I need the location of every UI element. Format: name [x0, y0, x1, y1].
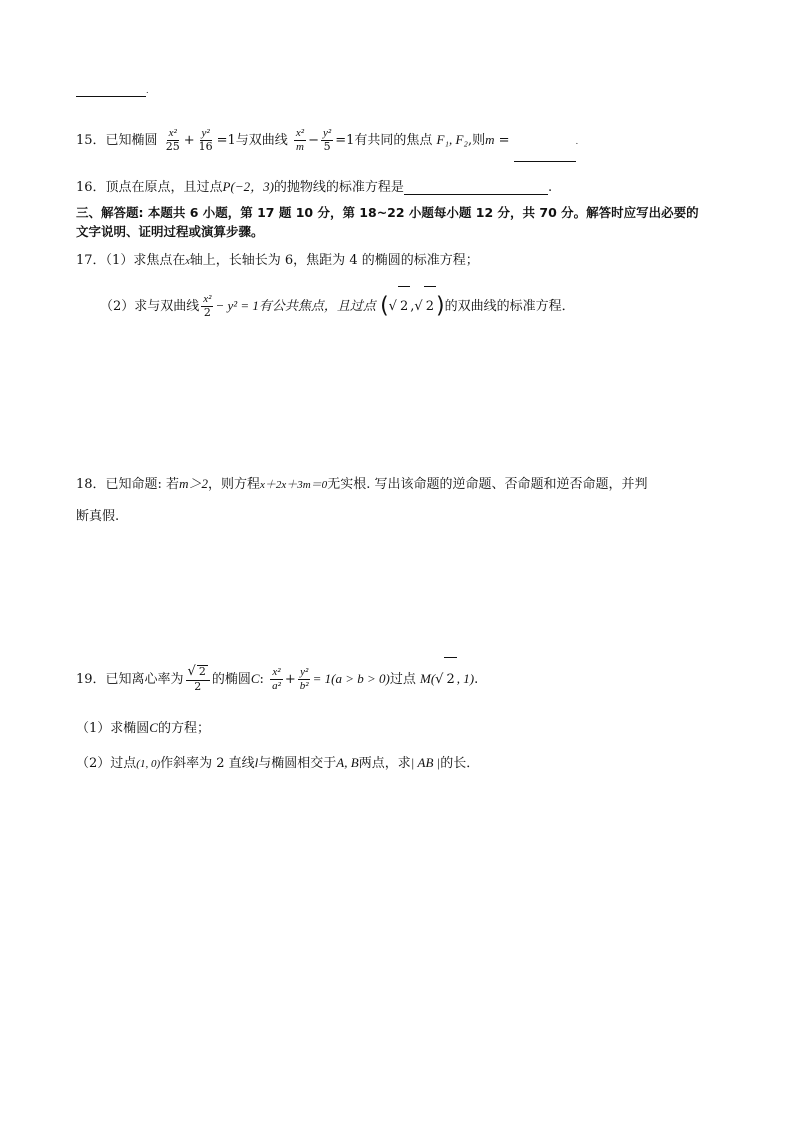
fraction-y2-16: $\frac{\text{y²}}{16}$	[198, 127, 213, 153]
fraction-y2-5: $\frac{\text{y²}}{5}$	[323, 127, 332, 153]
fraction-sqrt2-over-2: $\frac{√ 2}{2}$	[186, 665, 210, 694]
answer-blank-16[interactable]	[404, 180, 548, 195]
question-17-part-1: 17．（1）求焦点在x轴上，长轴长为 6，焦距为 4 的椭圆的标准方程；	[76, 253, 479, 268]
fraction-y2-b2: $\frac{\text{y²}}{\text{b²}}$	[299, 666, 309, 692]
fraction-x2-25: $\frac{\text{x²}}{25}$	[165, 127, 180, 153]
question-17-part-2: （2）求与双曲线 $\frac{\text{x²}}{2}$ − y² = 1有公共焦点，且过点 (√ 2 ,√ 2)的双曲线的标准方程．	[100, 286, 575, 327]
fraction-x2-m: $\frac{\text{x²}}{m}$	[295, 127, 305, 153]
question-16: 16．顶点在原点，且过点P(−2，3)的抛物线的标准方程是 .	[76, 179, 553, 195]
question-19: 19．已知离心率为 $\frac{√ 2}{2}$ 的椭圆C: $\frac{\text{x²}}{\text{a²}}$ + $\frac{\text{y²}}{\text{b²}}$ = 1(a > b > 0)过点 M(√ 2 , 1).	[76, 657, 478, 702]
answer-blank-15[interactable]	[514, 147, 576, 162]
blank-line	[76, 82, 146, 97]
fraction-x2-a2: $\frac{\text{x²}}{\text{a²}}$	[272, 666, 281, 692]
question-15: 15．已知椭圆 $\frac{\text{x²}}{25}$ + $\frac{\text{y²}}{16}$ =1与双曲线 $\frac{\text{x²}}{m}$ − $\frac{\text{y²}}{5}$ =1有共同的焦点 F₁, F₂,则m = .	[76, 120, 578, 162]
question-18: 18．已知命题: 若m＞2，则方程x＋2x＋3m＝0无实根. 写出该命题的逆命题、否命题和逆否命题，并判 断真假.	[76, 476, 648, 524]
fraction-x2-2: $\frac{\text{x²}}{2}$	[203, 293, 212, 319]
question-19-part-1: （1）求椭圆C的方程；	[76, 720, 210, 736]
top-answer-blank: .	[76, 82, 149, 97]
section-heading: 三、解答题: 本题共 6 小题，第 17 题 10 分，第 18~22 小题每小题 12 分，共 70 分。解答时应写出必要的 文字说明、证明过程或演算步骤。	[76, 205, 699, 239]
question-19-part-2: （2）过点(1, 0)作斜率为 2 直线l与椭圆相交于A, B两点，求| AB |的长．	[76, 755, 480, 771]
